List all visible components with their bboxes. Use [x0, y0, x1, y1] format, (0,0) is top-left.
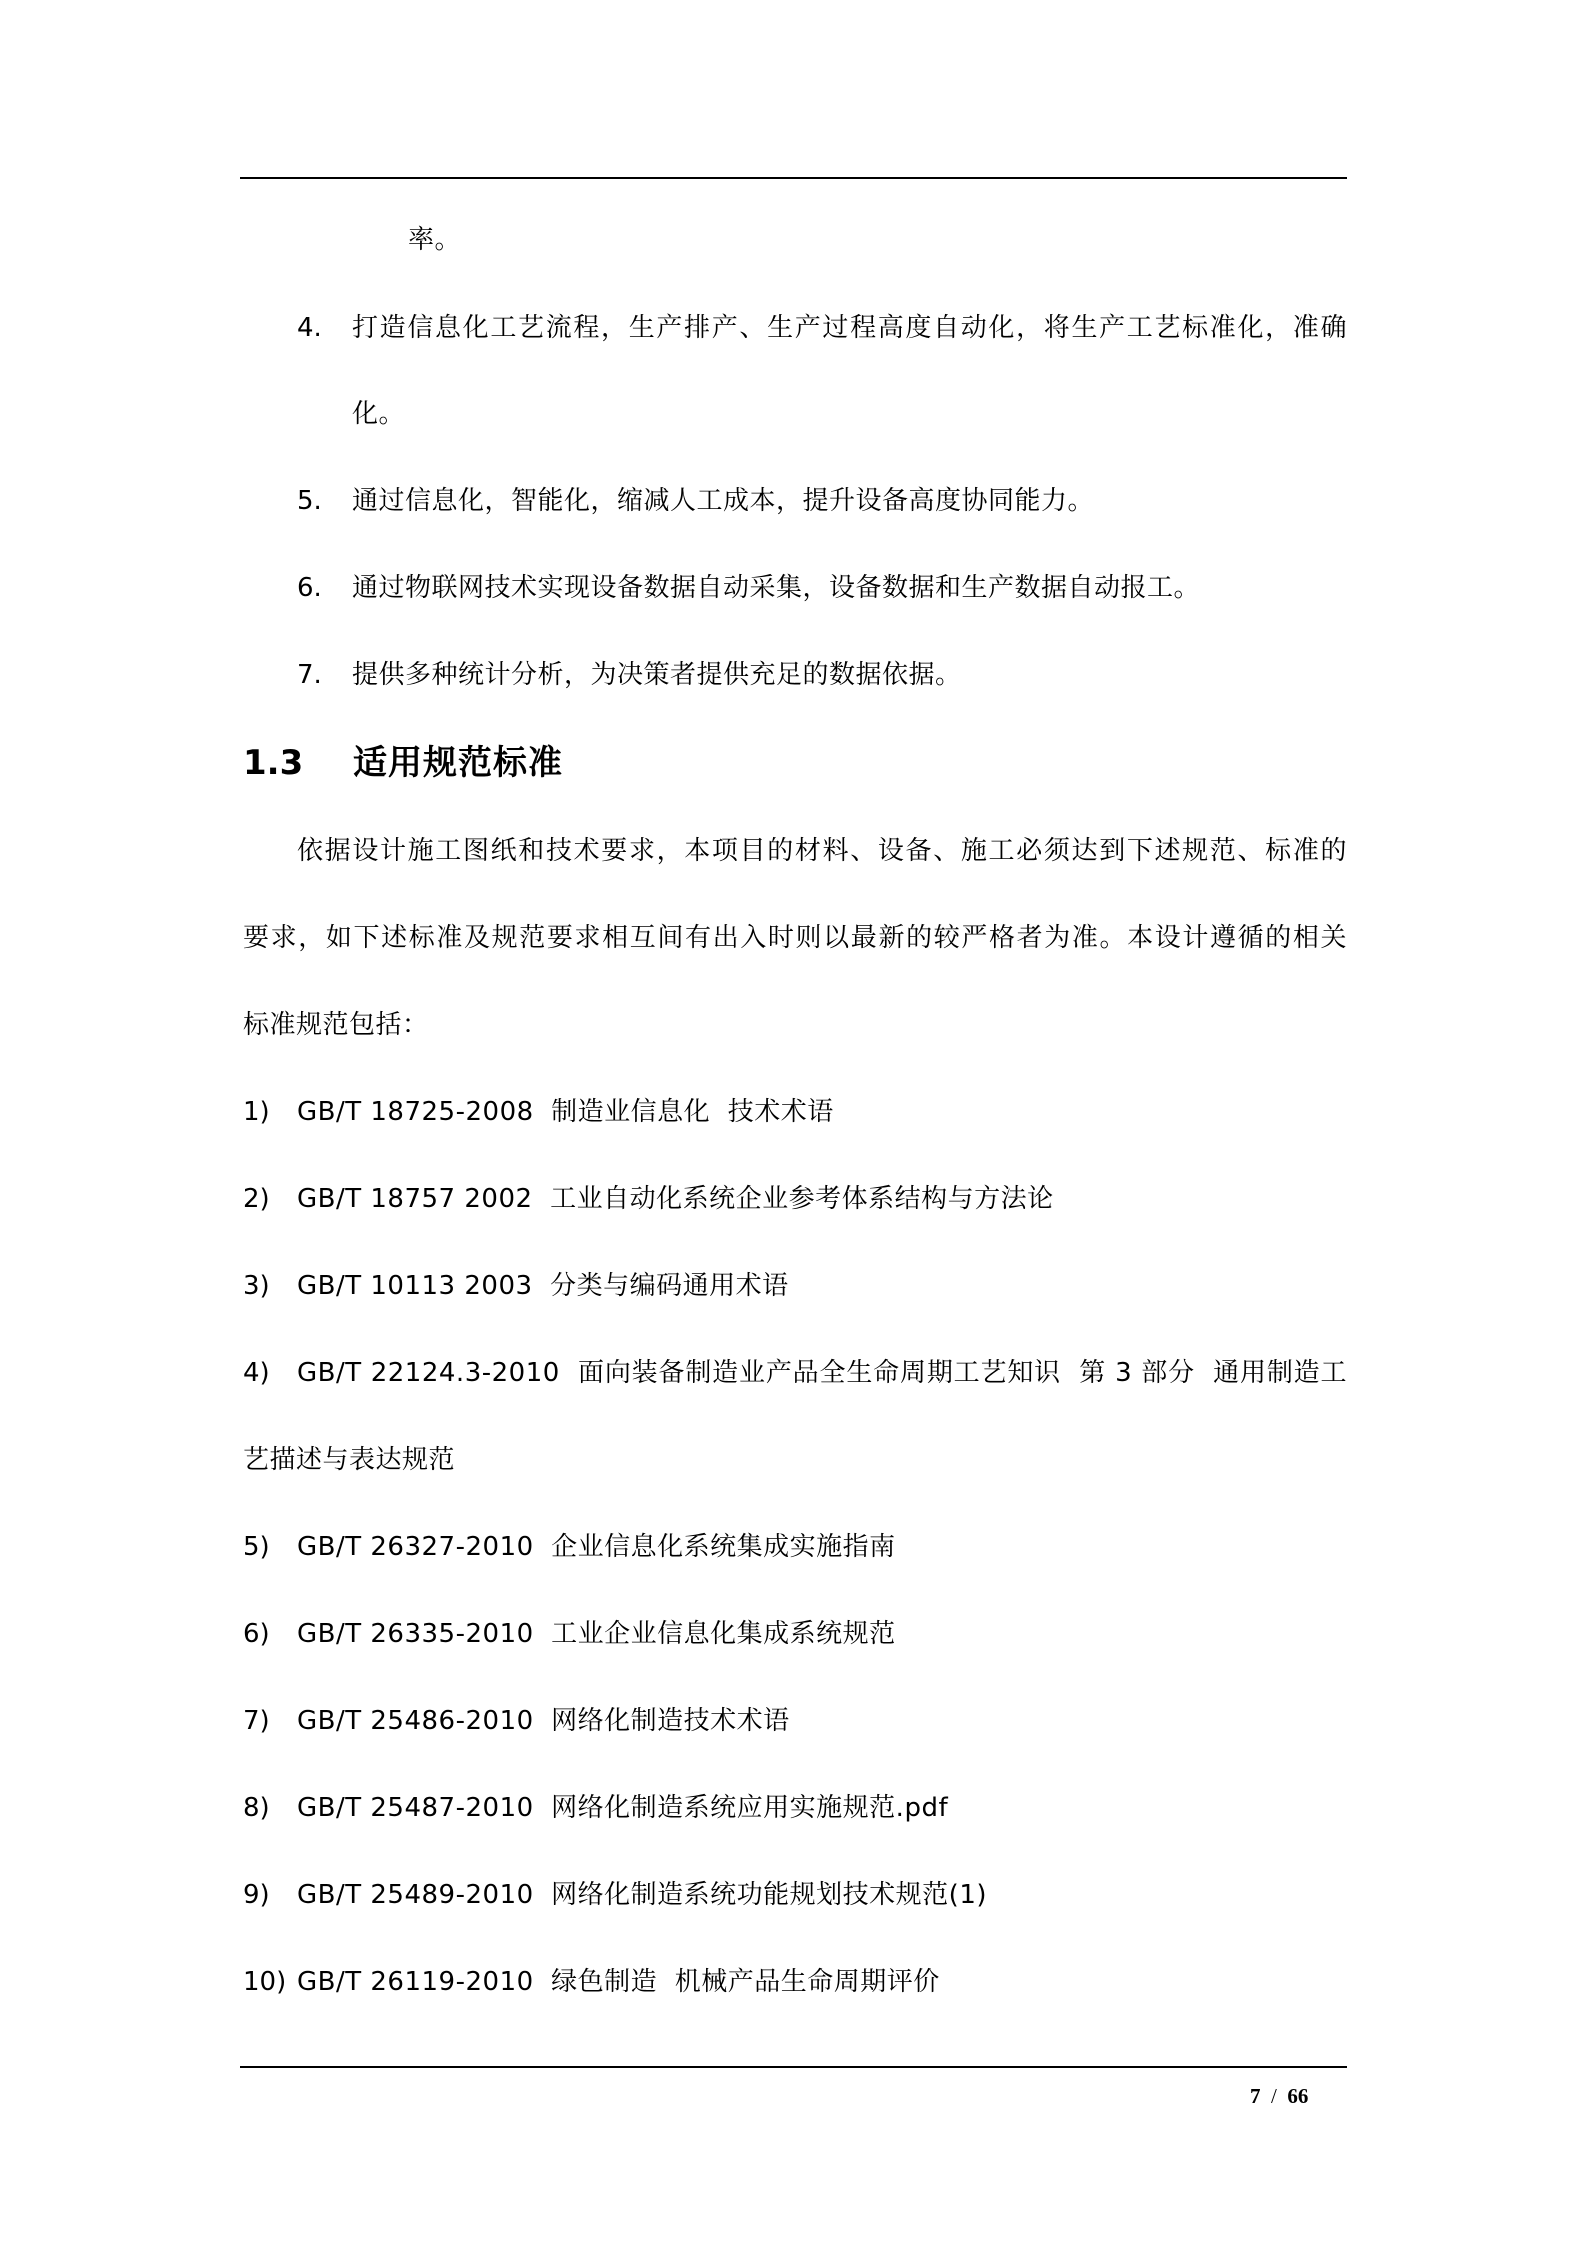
- standard-text: GB/T 25487-2010 网络化制造系统应用实施规范.pdf: [297, 1793, 949, 1823]
- standard-text: GB/T 18757 2002 工业自动化系统企业参考体系结构与方法论: [297, 1184, 1054, 1214]
- standard-text: GB/T 18725-2008 制造业信息化 技术术语: [297, 1097, 834, 1127]
- standard-text: GB/T 25486-2010 网络化制造技术术语: [297, 1706, 790, 1736]
- header-rule: [240, 177, 1347, 179]
- standard-number: 5): [243, 1532, 270, 1562]
- standard-number: 7): [243, 1706, 270, 1736]
- paragraph-line: 要求，如下述标准及规范要求相互间有出入时则以最新的较严格者为准。本设计遵循的相关: [243, 923, 1347, 953]
- standard-number: 8): [243, 1793, 270, 1823]
- standard-number: 6): [243, 1619, 270, 1649]
- standard-text: GB/T 22124.3-2010 面向装备制造业产品全生命周期工艺知识 第 3 部分 通用制造工: [297, 1358, 1347, 1388]
- footer-rule: [240, 2066, 1347, 2068]
- page-number: [1250, 2084, 1308, 2109]
- standard-text: GB/T 10113 2003 分类与编码通用术语: [297, 1271, 789, 1301]
- goal-number: 5.: [297, 486, 322, 516]
- standard-text: GB/T 26327-2010 企业信息化系统集成实施指南: [297, 1532, 896, 1562]
- standard-number: 2): [243, 1184, 270, 1214]
- paragraph-line: 标准规范包括：: [243, 1010, 429, 1040]
- continuation-text: 率。: [408, 225, 462, 255]
- section-number: 1.3: [243, 743, 304, 783]
- current-page: 7: [1250, 2084, 1261, 2108]
- standard-number: 10): [243, 1967, 287, 1997]
- standard-text: GB/T 26335-2010 工业企业信息化集成系统规范: [297, 1619, 896, 1649]
- goal-text: 提供多种统计分析，为决策者提供充足的数据依据。: [352, 660, 962, 690]
- total-pages: 66: [1287, 2084, 1309, 2108]
- standard-text: GB/T 26119-2010 绿色制造 机械产品生命周期评价: [297, 1967, 940, 1997]
- goal-number: 7.: [297, 660, 322, 690]
- goal-number: 6.: [297, 573, 322, 603]
- goal-number: 4.: [297, 313, 322, 343]
- standard-text: GB/T 25489-2010 网络化制造系统功能规划技术规范(1): [297, 1880, 988, 1910]
- standard-number: 9): [243, 1880, 270, 1910]
- standard-number: 4): [243, 1358, 270, 1388]
- goal-text: 打造信息化工艺流程，生产排产、生产过程高度自动化，将生产工艺标准化，准确: [352, 313, 1347, 343]
- goal-text: 通过物联网技术实现设备数据自动采集，设备数据和生产数据自动报工。: [352, 573, 1201, 603]
- section-title: 适用规范标准: [353, 743, 563, 783]
- paragraph-line: 依据设计施工图纸和技术要求，本项目的材料、设备、施工必须达到下述规范、标准的: [297, 836, 1347, 866]
- standard-number: 1): [243, 1097, 270, 1127]
- goal-text: 通过信息化，智能化，缩减人工成本，提升设备高度协同能力。: [352, 486, 1095, 516]
- page-separator: /: [1271, 2084, 1277, 2108]
- standard-number: 3): [243, 1271, 270, 1301]
- goal-text-continuation: 化。: [352, 399, 406, 429]
- standard-text-continuation: 艺描述与表达规范: [243, 1445, 456, 1475]
